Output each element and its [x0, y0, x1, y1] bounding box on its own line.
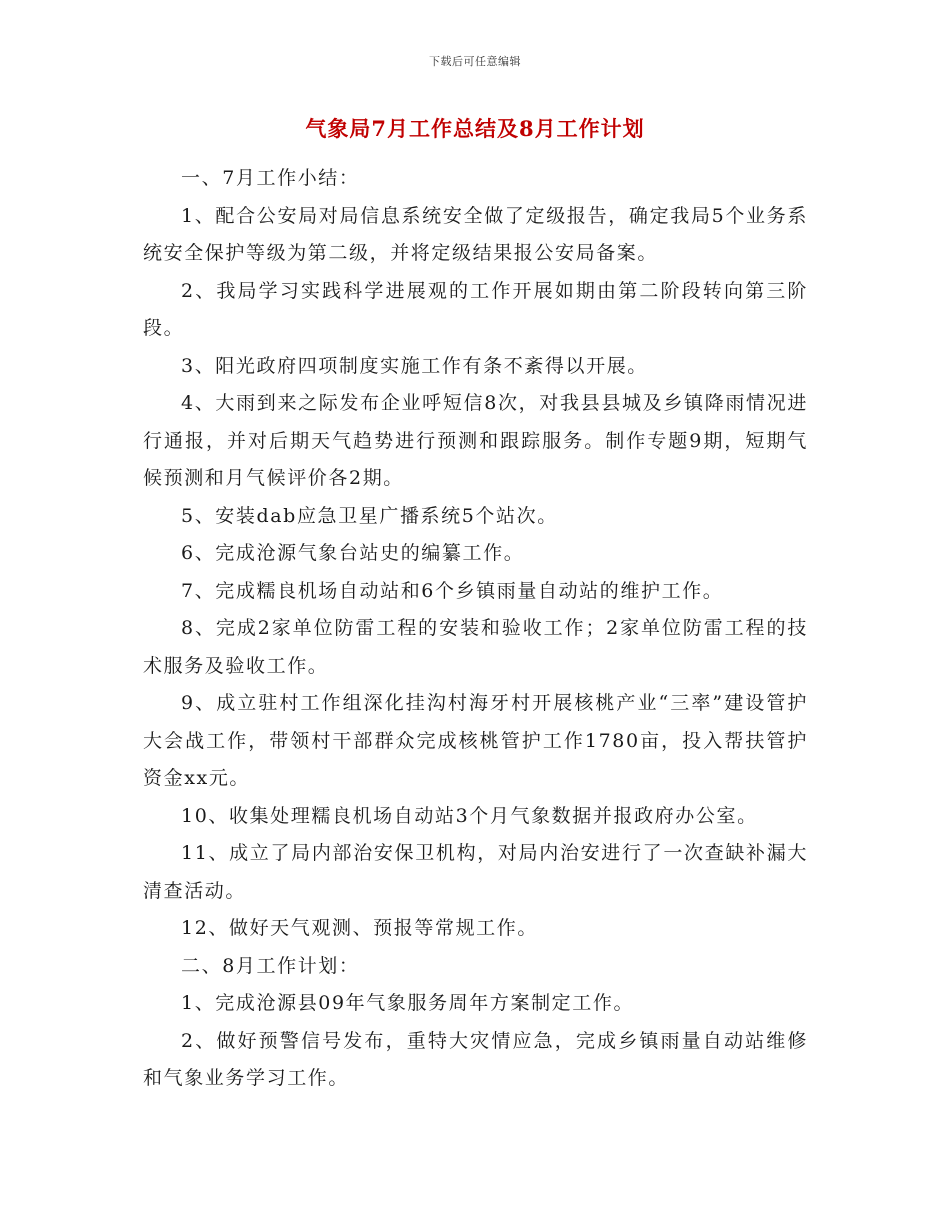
paragraph-plan-1: 1、完成沧源县09年气象服务周年方案制定工作。	[181, 992, 635, 1014]
paragraph-item-1: 1、配合公安局对局信息系统安全做了定级报告，确定我局5个业务系统安全保护等级为第二级，并将定级结果报公安局备案。	[143, 204, 808, 264]
paragraph-item-10: 10、收集处理糯良机场自动站3个月气象数据并报政府办公室。	[181, 804, 758, 827]
paragraph-item-3: 3、阳光政府四项制度实施工作有条不紊得以开展。	[181, 354, 648, 377]
paragraph-item-2: 2、我局学习实践科学进展观的工作开展如期由第二阶段转向第三阶段。	[143, 279, 808, 339]
paragraph-section-2-heading: 二、8月工作计划：	[181, 954, 360, 977]
paragraph-item-6: 6、完成沧源气象台站史的编纂工作。	[181, 542, 525, 564]
paragraph-item-11: 11、成立了局内部治安保卫机构，对局内治安进行了一次查缺补漏大清查活动。	[143, 842, 808, 902]
paragraph-item-4: 4、大雨到来之际发布企业呼短信8次，对我县县城及乡镇降雨情况进行通报，并对后期天气趋势进行预测和跟踪服务。制作专题9期，短期气候预测和月气候评价各2期。	[143, 392, 808, 489]
paragraph-item-8: 8、完成2家单位防雷工程的安装和验收工作；2家单位防雷工程的技术服务及验收工作。	[143, 617, 808, 677]
paragraph-section-1-heading: 一、7月工作小结：	[181, 167, 360, 189]
paragraph-item-7: 7、完成糯良机场自动站和6个乡镇雨量自动站的维护工作。	[181, 579, 724, 602]
paragraph-item-9: 9、成立驻村工作组深化挂沟村海牙村开展核桃产业“三率”建设管护大会战工作，带领村干部群众完成核桃管护工作1780亩，投入帮扶管护资金xx元。	[143, 692, 808, 789]
paragraph-plan-2: 2、做好预警信号发布，重特大灾情应急，完成乡镇雨量自动站维修和气象业务学习工作。	[143, 1029, 808, 1089]
document-body	[143, 160, 808, 1098]
document-title: 气象局7月工作总结及8月工作计划	[305, 116, 645, 141]
paragraph-item-5: 5、安装dab应急卫星广播系统5个站次。	[181, 504, 558, 527]
header-note: 下载后可任意编辑	[429, 55, 521, 68]
paragraph-item-12: 12、做好天气观测、预报等常规工作。	[181, 917, 538, 939]
